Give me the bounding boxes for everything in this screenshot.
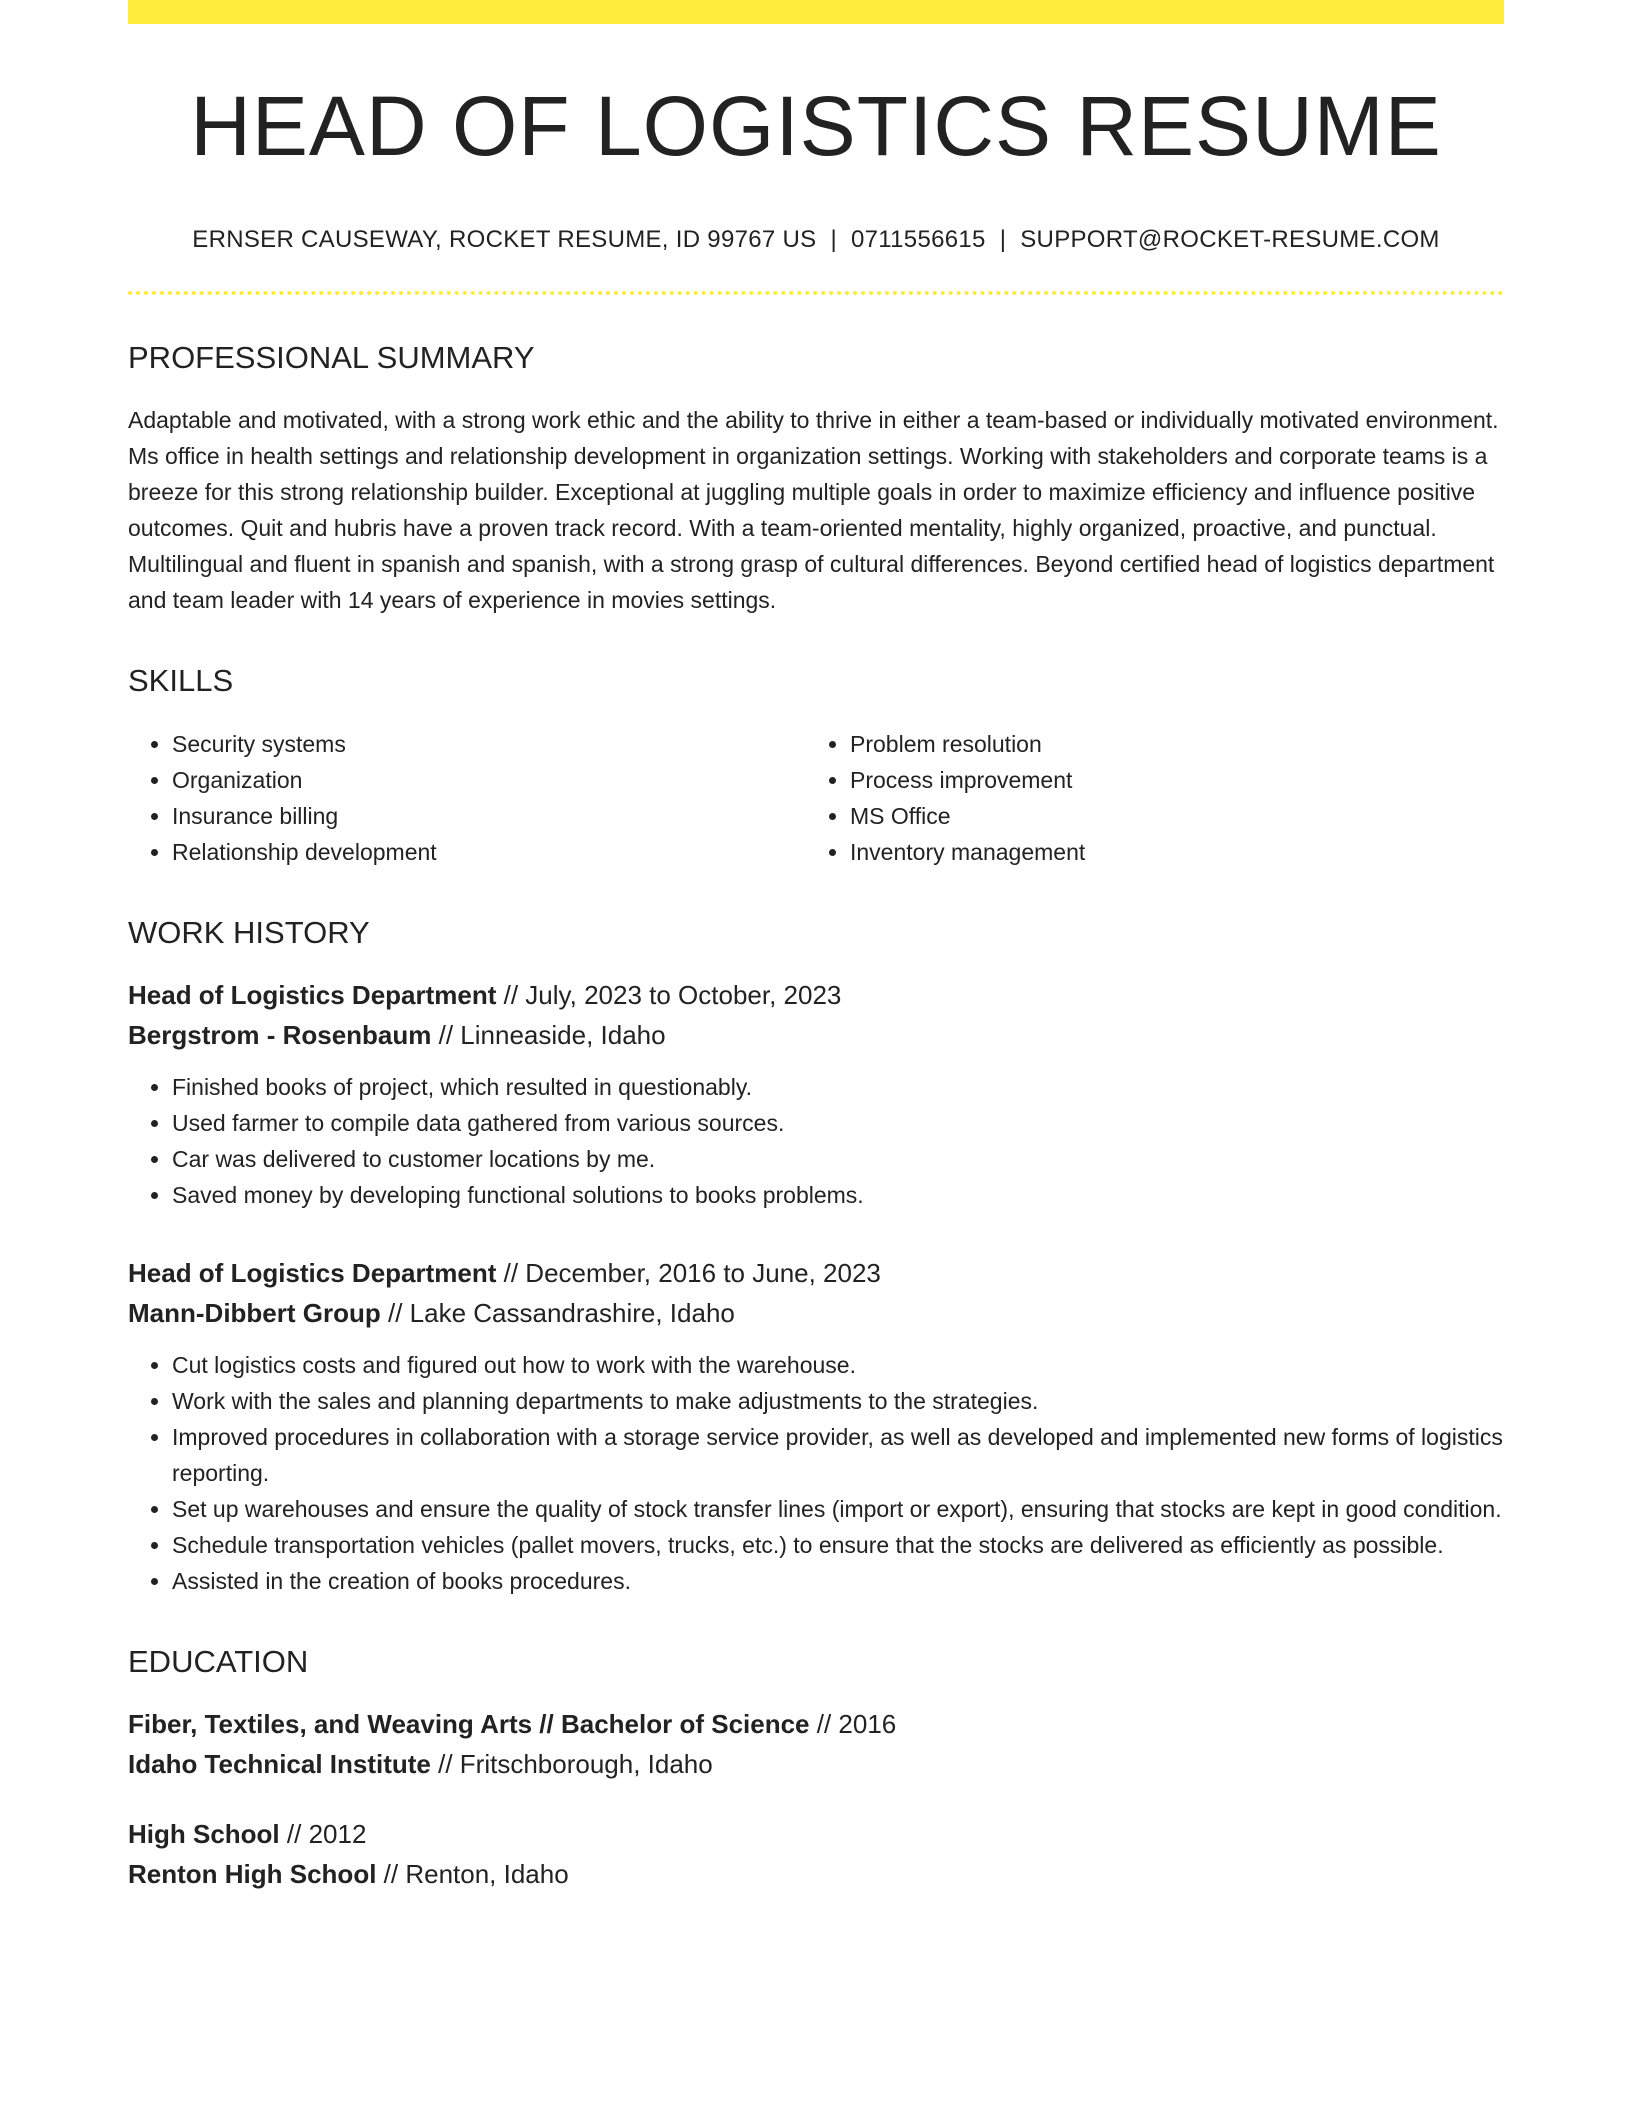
job-bullet: • Set up warehouses and ensure the quality of stock transfer lines (import or export), ensuring that stocks are kept in good condition.: [172, 1491, 1504, 1527]
resume-page: [128, 0, 1504, 1894]
resume-title: HEAD OF LOGISTICS RESUME: [190, 79, 1442, 173]
education-degree-line: [128, 1704, 1504, 1744]
skill-item: • Problem resolution: [850, 726, 1484, 762]
job-bullets: [128, 1069, 1504, 1213]
dotted-divider: [128, 291, 1504, 295]
job-bullet: • Car was delivered to customer locations by me.: [172, 1141, 1504, 1177]
work-history-heading: WORK HISTORY: [128, 914, 370, 950]
job-title-line: [128, 1253, 1504, 1293]
education-school-line: [128, 1854, 1504, 1894]
education-year: // 2016: [816, 1708, 897, 1739]
job-bullet: • Cut logistics costs and figured out how to work with the warehouse.: [172, 1347, 1504, 1383]
education-location: // Fritschborough, Idaho: [438, 1748, 713, 1779]
job-company-line: [128, 1015, 1504, 1055]
contact-separator: |: [830, 226, 837, 254]
skills-column-right: [806, 726, 1484, 870]
education-school: Renton High School: [128, 1858, 377, 1889]
contact-line: [128, 226, 1504, 255]
education-heading: EDUCATION: [128, 1643, 309, 1679]
education-location: // Renton, Idaho: [383, 1858, 569, 1889]
contact-separator: |: [999, 226, 1007, 254]
job-title-line: [128, 975, 1504, 1015]
education-degree: High School: [128, 1818, 280, 1849]
job-bullets: [128, 1347, 1504, 1599]
job-dates: // July, 2023 to October, 2023: [503, 979, 842, 1010]
job-location: // Linneaside, Idaho: [438, 1019, 666, 1050]
skill-item: • MS Office: [850, 798, 1484, 834]
education-degree-line: [128, 1814, 1504, 1854]
skills-list: [128, 726, 1504, 870]
job-bullet: • Schedule transportation vehicles (pallet movers, trucks, etc.) to ensure that the stocks are delivered as efficiently as possible.: [172, 1527, 1504, 1563]
job-company-line: [128, 1293, 1504, 1333]
job-bullet: • Used farmer to compile data gathered from various sources.: [172, 1105, 1504, 1141]
job-bullet: • Saved money by developing functional solutions to books problems.: [172, 1177, 1504, 1213]
education-entry: [128, 1704, 1504, 1784]
contact-phone: 0711556615: [851, 226, 986, 254]
job-title: Head of Logistics Department: [128, 1257, 497, 1288]
education-entry: [128, 1814, 1504, 1894]
education-degree: Fiber, Textiles, and Weaving Arts // Bachelor of Science: [128, 1708, 810, 1739]
summary-heading: PROFESSIONAL SUMMARY: [128, 340, 535, 376]
job-bullet: • Improved procedures in collaboration with a storage service provider, as well as developed and implemented new forms of logistics reporting.: [172, 1419, 1504, 1491]
skills-heading: SKILLS: [128, 663, 234, 699]
accent-bar: [128, 0, 1504, 24]
contact-email: SUPPORT@ROCKET-RESUME.COM: [1020, 226, 1440, 254]
skill-item: • Security systems: [172, 726, 806, 762]
education-school-line: [128, 1744, 1504, 1784]
job-dates: // December, 2016 to June, 2023: [503, 1257, 881, 1288]
job-location: // Lake Cassandrashire, Idaho: [388, 1297, 735, 1328]
skill-item: • Organization: [172, 762, 806, 798]
job-entry: [128, 1253, 1504, 1599]
skills-column-left: [128, 726, 806, 870]
skill-item: • Process improvement: [850, 762, 1484, 798]
summary-text: Adaptable and motivated, with a strong work ethic and the ability to thrive in either a team-based or individually motivated environment. Ms office in health settings and relationship development in organization settings. Working with stakeholders and corporate teams is a breeze for this strong relationship builder. Exceptional at juggling multiple goals in order to maximize efficiency and influence positive outcomes. Quit and hubris have a proven track record. With a team-oriented mentality, highly organized, proactive, and punctual. Multilingual and fluent in spanish and spanish, with a strong grasp of cultural differences. Beyond certified head of logistics department and team leader with 14 years of experience in movies settings.: [128, 407, 1499, 614]
job-entry: [128, 975, 1504, 1213]
skill-item: • Insurance billing: [172, 798, 806, 834]
job-company: Bergstrom - Rosenbaum: [128, 1019, 432, 1050]
education-school: Idaho Technical Institute: [128, 1748, 431, 1779]
education-year: // 2012: [286, 1818, 367, 1849]
skill-item: • Inventory management: [850, 834, 1484, 870]
job-bullet: • Finished books of project, which resulted in questionably.: [172, 1069, 1504, 1105]
job-bullet: • Assisted in the creation of books procedures.: [172, 1563, 1504, 1599]
job-title: Head of Logistics Department: [128, 979, 497, 1010]
job-bullet: • Work with the sales and planning departments to make adjustments to the strategies.: [172, 1383, 1504, 1419]
job-company: Mann-Dibbert Group: [128, 1297, 381, 1328]
skill-item: • Relationship development: [172, 834, 806, 870]
contact-address: ERNSER CAUSEWAY, ROCKET RESUME, ID 99767 US: [192, 226, 817, 254]
